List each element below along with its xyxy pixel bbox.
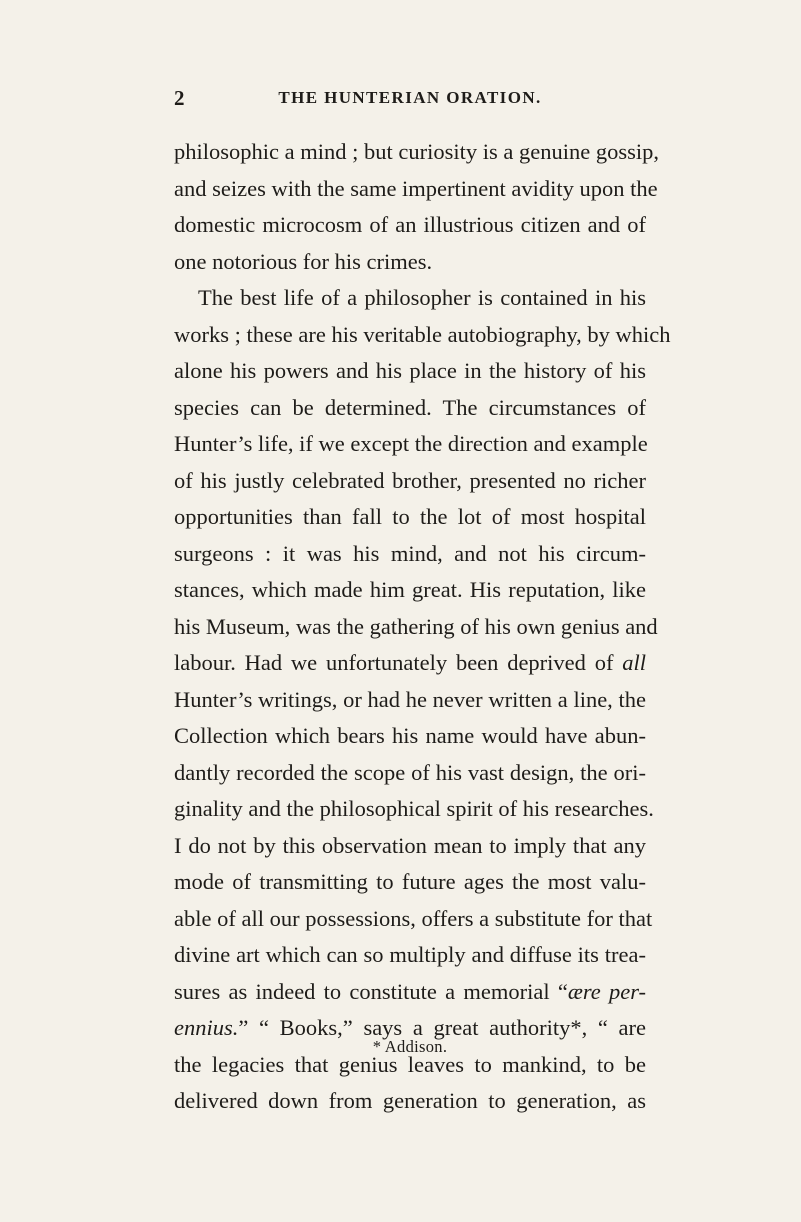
page-number: 2: [174, 86, 185, 110]
text-line: and seizes with the same impertinent avidity upon the: [174, 175, 658, 201]
running-title: THE HUNTERIAN ORATION.: [278, 88, 542, 107]
text-line: Collection which bears his name would have abun-: [174, 723, 646, 748]
text-line: I do not by this observation mean to imply that any: [174, 832, 646, 858]
text-line: the legacies that genius leaves to mankind, to be: [174, 1051, 646, 1077]
text-line: divine art which can so multiply and diffuse its trea-: [174, 942, 646, 967]
text-line: [174, 645, 646, 682]
italic-quotation: ennius.: [174, 1015, 239, 1040]
text-line: domestic microcosm of an illustrious citizen and of: [174, 212, 646, 237]
italic-word: all: [622, 650, 647, 675]
text-line: surgeons : it was his mind, and not his circum-: [174, 540, 646, 566]
text-line: mode of transmitting to future ages the most valu-: [174, 869, 646, 894]
text-line: one notorious for his crimes.: [174, 248, 433, 274]
text-line: opportunities than fall to the lot of most hospital: [174, 504, 646, 529]
text-line: philosophic a mind ; but curiosity is a genuine gossip,: [174, 139, 659, 164]
text-line: works ; these are his veritable autobiography, by which: [174, 321, 671, 347]
text-line: stances, which made him great. His reputation, like: [174, 577, 646, 602]
text-line: The best life of a philosopher is contained in his: [198, 285, 646, 310]
running-head: [174, 86, 646, 112]
text-line: of his justly celebrated brother, presented no richer: [174, 467, 646, 493]
text-segment: sures as indeed to constitute a memorial “: [174, 978, 568, 1004]
body-text: [174, 134, 671, 1120]
text-line: [174, 974, 646, 1011]
text-line: Hunter’s life, if we except the direction and example: [174, 431, 648, 456]
text-line: Hunter’s writings, or had he never written a line, the: [174, 686, 646, 712]
text-line: species can be determined. The circumstances of: [174, 394, 646, 420]
text-segment: labour. Had we unfortunately been deprived of: [174, 650, 614, 675]
text-line: alone his powers and his place in the history of his: [174, 358, 646, 383]
text-line: his Museum, was the gathering of his own genius and: [174, 613, 658, 639]
italic-quotation: ære per-: [567, 978, 647, 1004]
text-line: dantly recorded the scope of his vast design, the ori-: [174, 759, 646, 785]
footnote: * Addison.: [372, 1037, 448, 1056]
text-line: able of all our possessions, offers a substitute for that: [174, 905, 653, 931]
text-line: ginality and the philosophical spirit of his researches.: [174, 796, 654, 821]
text-segment: ” “ Books,” says a great authority*, “ are: [238, 1015, 646, 1040]
text-line: delivered down from generation to generation, as: [174, 1088, 646, 1113]
